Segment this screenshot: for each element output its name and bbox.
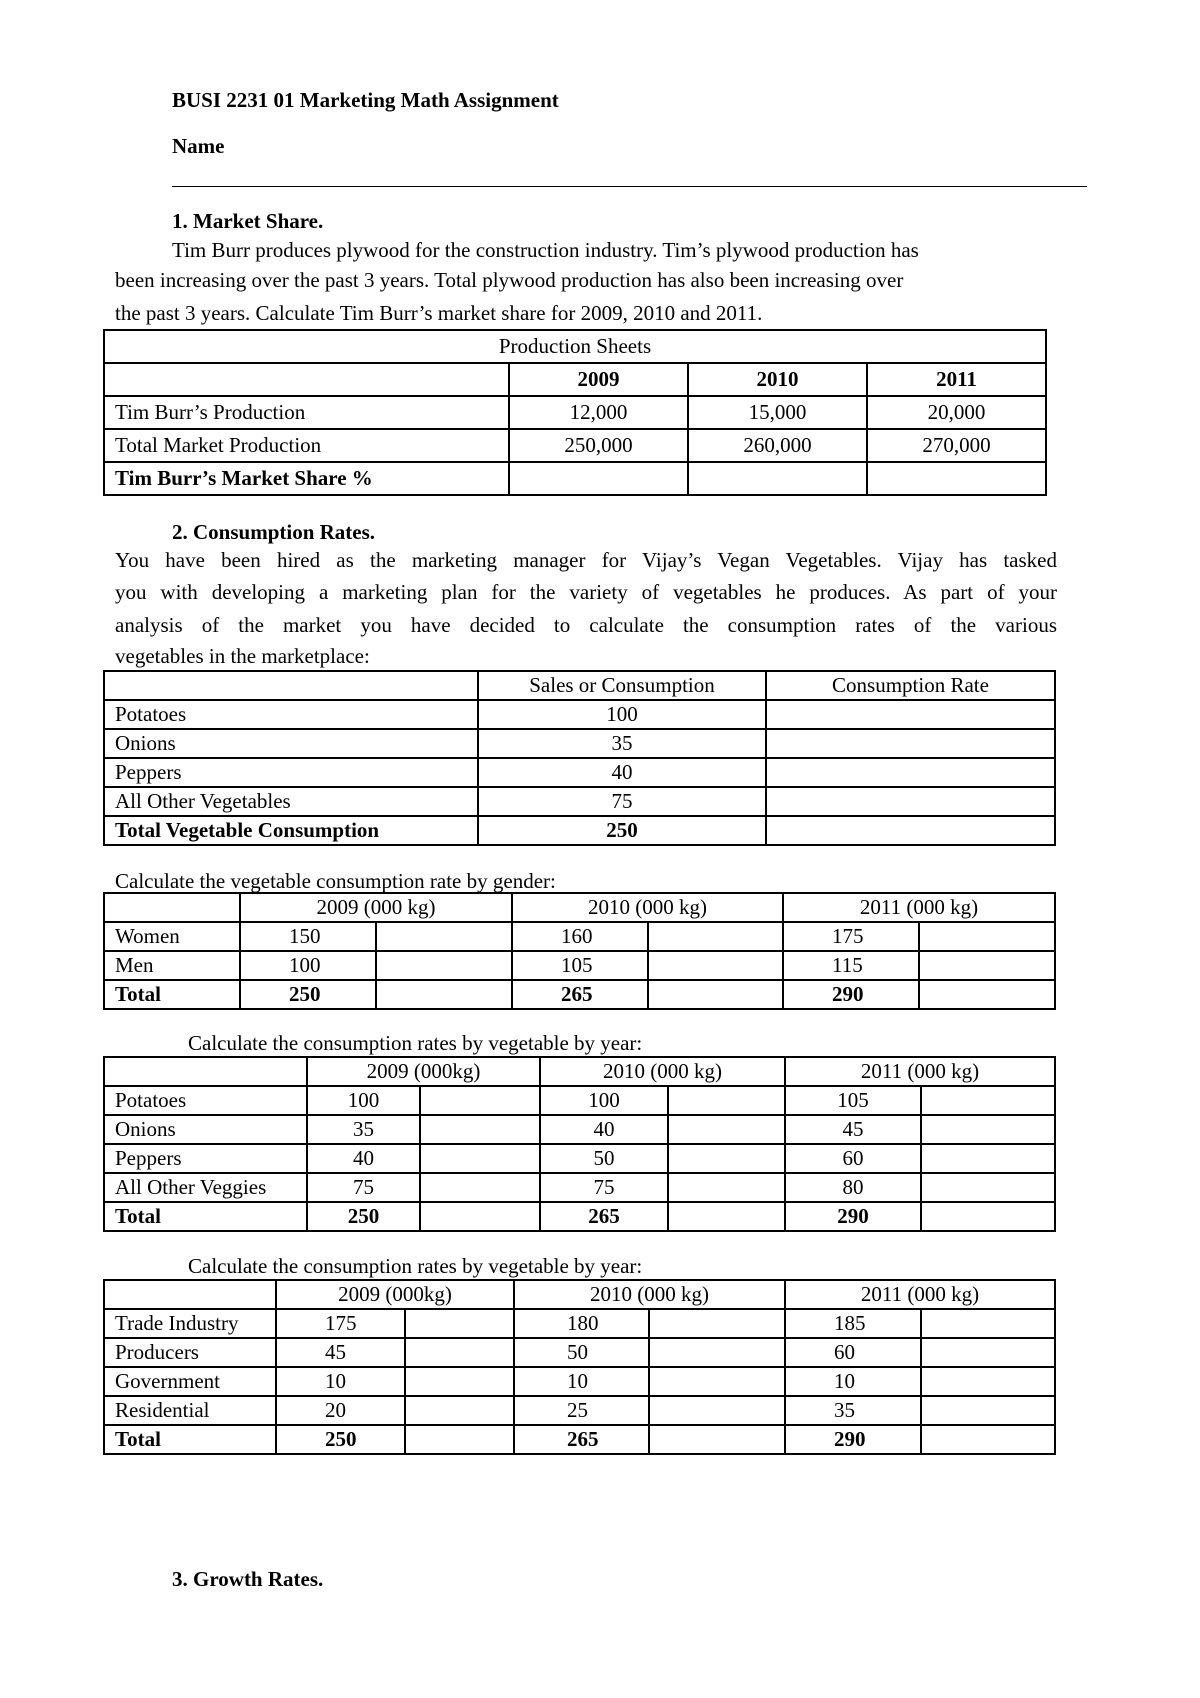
value-cell: 100: [478, 700, 766, 729]
table-row: [104, 729, 1055, 758]
table-row: [104, 951, 1055, 980]
value-cell: 100: [540, 1086, 668, 1115]
answer-cell[interactable]: [766, 816, 1055, 845]
answer-cell[interactable]: [688, 462, 867, 495]
answer-cell[interactable]: [649, 1396, 785, 1425]
gender-table: [103, 892, 1056, 1010]
value-cell: 160: [512, 922, 648, 951]
answer-cell[interactable]: [921, 1338, 1055, 1367]
value-cell: 10: [514, 1367, 649, 1396]
answer-cell[interactable]: [921, 1144, 1055, 1173]
table-row: [104, 1173, 1055, 1202]
value-cell: 290: [785, 1425, 921, 1454]
answer-cell[interactable]: [921, 1309, 1055, 1338]
answer-cell[interactable]: [766, 729, 1055, 758]
value-cell: 35: [307, 1115, 420, 1144]
row-label: Tim Burr’s Production: [104, 396, 509, 429]
table-row: [104, 429, 1046, 462]
row-label: Total Market Production: [104, 429, 509, 462]
answer-cell[interactable]: [921, 1396, 1055, 1425]
production-sheets-caption: Production Sheets: [104, 330, 1046, 363]
value-cell: 35: [785, 1396, 921, 1425]
answer-cell[interactable]: [405, 1309, 514, 1338]
row-label: Men: [104, 951, 240, 980]
answer-cell[interactable]: [648, 980, 783, 1009]
table-row: [104, 1115, 1055, 1144]
table-cell-empty: [104, 1280, 276, 1309]
section1-line-3: the past 3 years. Calculate Tim Burr’s market share for 2009, 2010 and 2011.: [115, 301, 763, 325]
answer-cell[interactable]: [420, 1202, 540, 1231]
answer-cell[interactable]: [668, 1086, 785, 1115]
answer-cell[interactable]: [649, 1309, 785, 1338]
table-row: [104, 1396, 1055, 1425]
answer-cell[interactable]: [867, 462, 1046, 495]
row-label: Government: [104, 1367, 276, 1396]
answer-cell[interactable]: [649, 1338, 785, 1367]
row-label: Onions: [104, 1115, 307, 1144]
answer-cell[interactable]: [919, 951, 1055, 980]
section2-line-2: you with developing a marketing plan for the variety of vegetables he produces. As part of your: [115, 580, 1057, 604]
section1-line-1: Tim Burr produces plywood for the construction industry. Tim’s plywood production has: [172, 238, 919, 262]
table-row: [104, 1309, 1055, 1338]
value-cell: 250,000: [509, 429, 688, 462]
value-cell: 45: [785, 1115, 921, 1144]
value-cell: 80: [785, 1173, 921, 1202]
value-cell: 105: [785, 1086, 921, 1115]
answer-cell[interactable]: [668, 1173, 785, 1202]
section1-heading: 1. Market Share.: [172, 209, 324, 233]
answer-cell[interactable]: [420, 1115, 540, 1144]
year-header: 2009 (000kg): [276, 1280, 514, 1309]
row-label: Potatoes: [104, 700, 478, 729]
year-header: 2011: [867, 363, 1046, 396]
vegetable-year-caption: Calculate the consumption rates by vegetable by year:: [188, 1031, 643, 1055]
answer-cell[interactable]: [509, 462, 688, 495]
answer-cell[interactable]: [921, 1173, 1055, 1202]
value-cell: 40: [478, 758, 766, 787]
year-header: 2009 (000 kg): [240, 893, 512, 922]
table-row: [104, 1202, 1055, 1231]
value-cell: 250: [478, 816, 766, 845]
row-label: Total: [104, 1202, 307, 1231]
answer-cell[interactable]: [648, 951, 783, 980]
row-label: Tim Burr’s Market Share %: [104, 462, 509, 495]
column-header: Consumption Rate: [766, 671, 1055, 700]
table-row: [104, 396, 1046, 429]
table-cell-empty: [104, 363, 509, 396]
answer-cell[interactable]: [649, 1367, 785, 1396]
value-cell: 75: [540, 1173, 668, 1202]
value-cell: 180: [514, 1309, 649, 1338]
value-cell: 20,000: [867, 396, 1046, 429]
value-cell: 265: [512, 980, 648, 1009]
answer-cell[interactable]: [376, 922, 512, 951]
value-cell: 50: [540, 1144, 668, 1173]
value-cell: 75: [307, 1173, 420, 1202]
answer-cell[interactable]: [766, 758, 1055, 787]
section2-line-3: analysis of the market you have decided to calculate the consumption rates of the various: [115, 613, 1057, 637]
value-cell: 175: [783, 922, 919, 951]
answer-cell[interactable]: [921, 1367, 1055, 1396]
table-row: [104, 922, 1055, 951]
consumption-table: [103, 670, 1056, 846]
year-header: 2010: [688, 363, 867, 396]
table-row: [104, 1367, 1055, 1396]
value-cell: 40: [307, 1144, 420, 1173]
year-header: 2011 (000 kg): [785, 1057, 1055, 1086]
row-label: Total: [104, 980, 240, 1009]
section2-heading: 2. Consumption Rates.: [172, 520, 376, 544]
year-header: 2009: [509, 363, 688, 396]
row-label: Total: [104, 1425, 276, 1454]
value-cell: 15,000: [688, 396, 867, 429]
row-label: Onions: [104, 729, 478, 758]
answer-cell[interactable]: [420, 1173, 540, 1202]
answer-cell[interactable]: [376, 951, 512, 980]
value-cell: 260,000: [688, 429, 867, 462]
value-cell: 75: [478, 787, 766, 816]
answer-cell[interactable]: [766, 787, 1055, 816]
value-cell: 105: [512, 951, 648, 980]
value-cell: 270,000: [867, 429, 1046, 462]
section1-line-2: been increasing over the past 3 years. Total plywood production has also been increasing over: [115, 268, 904, 292]
year-header: 2011 (000 kg): [785, 1280, 1055, 1309]
table-cell-empty: [104, 1057, 307, 1086]
value-cell: 35: [478, 729, 766, 758]
answer-cell[interactable]: [921, 1115, 1055, 1144]
value-cell: 265: [514, 1425, 649, 1454]
year-header: 2010 (000 kg): [512, 893, 783, 922]
table-row: [104, 787, 1055, 816]
section2-line-4: vegetables in the marketplace:: [115, 644, 370, 668]
value-cell: 115: [783, 951, 919, 980]
row-label: Total Vegetable Consumption: [104, 816, 478, 845]
table-row: [104, 462, 1046, 495]
answer-cell[interactable]: [668, 1202, 785, 1231]
answer-cell[interactable]: [420, 1086, 540, 1115]
answer-cell[interactable]: [649, 1425, 785, 1454]
value-cell: 150: [240, 922, 376, 951]
row-label: Potatoes: [104, 1086, 307, 1115]
answer-cell[interactable]: [405, 1367, 514, 1396]
value-cell: 50: [514, 1338, 649, 1367]
row-label: Trade Industry: [104, 1309, 276, 1338]
value-cell: 250: [307, 1202, 420, 1231]
value-cell: 185: [785, 1309, 921, 1338]
value-cell: 100: [240, 951, 376, 980]
gender-caption: Calculate the vegetable consumption rate by gender:: [115, 869, 556, 893]
table-row: [104, 1144, 1055, 1173]
value-cell: 25: [514, 1396, 649, 1425]
year-header: 2010 (000 kg): [514, 1280, 785, 1309]
year-header: 2009 (000kg): [307, 1057, 540, 1086]
answer-cell[interactable]: [919, 922, 1055, 951]
answer-cell[interactable]: [405, 1425, 514, 1454]
segment-year-caption: Calculate the consumption rates by vegetable by year:: [188, 1254, 643, 1278]
answer-cell[interactable]: [921, 1202, 1055, 1231]
section2-line-1: You have been hired as the marketing manager for Vijay’s Vegan Vegetables. Vijay has tasked: [115, 548, 1057, 572]
year-header: 2010 (000 kg): [540, 1057, 785, 1086]
value-cell: 12,000: [509, 396, 688, 429]
name-label: Name: [172, 134, 225, 158]
table-row: [104, 980, 1055, 1009]
answer-cell[interactable]: [648, 922, 783, 951]
segment-year-table: [103, 1279, 1056, 1455]
value-cell: 40: [540, 1115, 668, 1144]
row-label: Women: [104, 922, 240, 951]
answer-cell[interactable]: [405, 1338, 514, 1367]
answer-cell[interactable]: [668, 1115, 785, 1144]
value-cell: 290: [785, 1202, 921, 1231]
vegetable-year-table: [103, 1056, 1056, 1232]
section3-heading: 3. Growth Rates.: [172, 1567, 324, 1591]
table-row: [104, 1086, 1055, 1115]
table-cell-empty: [104, 893, 240, 922]
answer-cell[interactable]: [420, 1144, 540, 1173]
table-cell-empty: [104, 671, 478, 700]
value-cell: 100: [307, 1086, 420, 1115]
answer-cell[interactable]: [405, 1396, 514, 1425]
value-cell: 290: [783, 980, 919, 1009]
answer-cell[interactable]: [668, 1144, 785, 1173]
answer-cell[interactable]: [921, 1086, 1055, 1115]
row-label: Producers: [104, 1338, 276, 1367]
value-cell: 10: [785, 1367, 921, 1396]
row-label: All Other Vegetables: [104, 787, 478, 816]
table-row: [104, 1338, 1055, 1367]
row-label: Residential: [104, 1396, 276, 1425]
name-line[interactable]: [172, 186, 1087, 187]
document-title: BUSI 2231 01 Marketing Math Assignment: [172, 88, 559, 112]
value-cell: 265: [540, 1202, 668, 1231]
value-cell: 10: [276, 1367, 405, 1396]
value-cell: 20: [276, 1396, 405, 1425]
answer-cell[interactable]: [766, 700, 1055, 729]
row-label: Peppers: [104, 758, 478, 787]
value-cell: 60: [785, 1144, 921, 1173]
answer-cell[interactable]: [921, 1425, 1055, 1454]
row-label: Peppers: [104, 1144, 307, 1173]
table-row: [104, 700, 1055, 729]
value-cell: 250: [276, 1425, 405, 1454]
row-label: All Other Veggies: [104, 1173, 307, 1202]
table-row: [104, 1425, 1055, 1454]
answer-cell[interactable]: [919, 980, 1055, 1009]
answer-cell[interactable]: [376, 980, 512, 1009]
value-cell: 60: [785, 1338, 921, 1367]
value-cell: 250: [240, 980, 376, 1009]
value-cell: 45: [276, 1338, 405, 1367]
year-header: 2011 (000 kg): [783, 893, 1055, 922]
table-row: [104, 816, 1055, 845]
production-sheets-table: [103, 329, 1047, 496]
table-row: [104, 758, 1055, 787]
value-cell: 175: [276, 1309, 405, 1338]
column-header: Sales or Consumption: [478, 671, 766, 700]
